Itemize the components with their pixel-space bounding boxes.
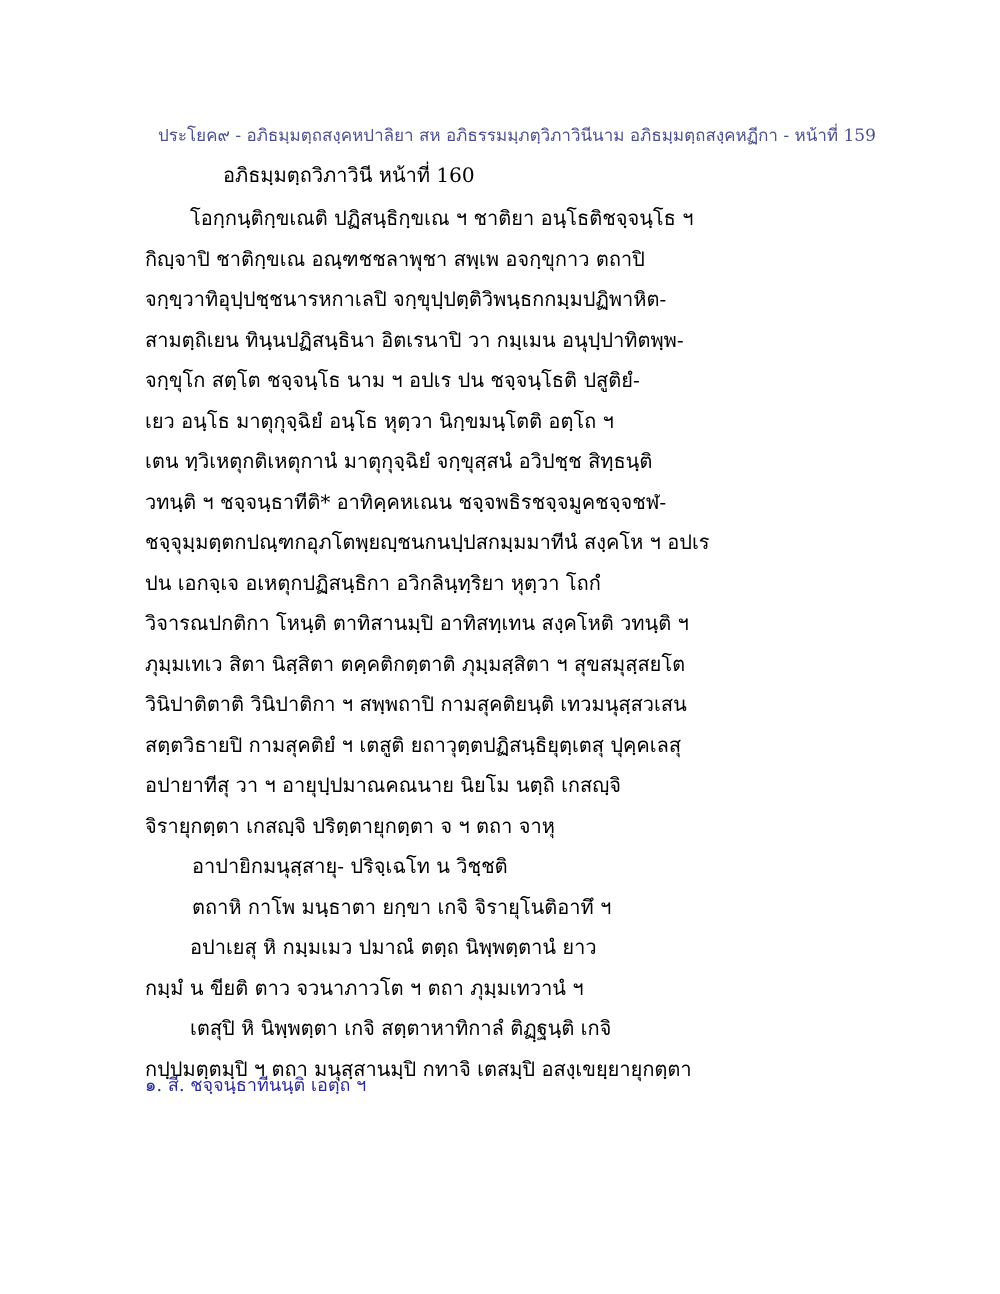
verse-line: ตถาหิ กาโพ มนฺธาตา ยกฺขา เกจิ จิรายุโนติอาทึ ฯ (192, 894, 612, 919)
text-line: เยว อนฺโธ มาตุกุจฺฉิยํ อนฺโธ หุตฺวา นิกฺขมนฺโตติ อตฺโถ ฯ (145, 408, 614, 433)
text-line: เตน ทฺวิเหตุกติเหตุกานํ มาตุกุจฺฉิยํ จกฺขุสฺสนํ อวิปชฺช สิทฺธนฺติ (145, 449, 653, 473)
text-line: วิจารณปกติกา โหนฺติ ตาทิสานมฺปิ อาทิสทฺเทน สงฺคโหติ วทนฺติ ฯ (145, 611, 689, 635)
verse-line: อาปายิกมนุสฺสายุ- ปริจฺเฉโท น วิชฺชติ (192, 854, 508, 878)
text-line: ปน เอกจฺเจ อเหตุกปฏิสนฺธิกา อวิกลินฺทฺริยา หุตฺวา โถกํ (145, 570, 601, 595)
text-line: สามตฺถิเยน ทินฺนปฏิสนฺธินา อิตเรนาปิ วา กมฺเมน อนุปฺปาทิตพฺพ- (145, 327, 684, 352)
footnote: ๑. สี. ชจฺจนฺธาทีนนฺติ เอตฺถ ฯ (145, 1075, 367, 1096)
text-line: โอกฺกนฺติกฺขเณติ ปฏิสนฺธิกฺขเณ ฯ ชาติยา อนฺโธติชจฺจนฺโธ ฯ (190, 206, 694, 230)
text-line: จกฺขฺวาทิอุปฺปชฺชนารหกาเลปิ จกฺขุปฺปตฺติวิพนฺธกกมฺมปฏิพาหิต- (145, 287, 667, 311)
text-line: จิรายุกตฺตา เกสญฺจิ ปริตฺตายุกตฺตา จ ฯ ตถา จาหุ (145, 813, 555, 838)
text-line: ภุมฺมเทเว สิตา นิสฺสิตา ตคฺคติกตฺตาติ ภุมฺมสฺสิตา ฯ สุขสมุสฺสยโต (145, 651, 686, 676)
body-text (145, 198, 845, 1089)
text-line: จกฺขุโก สตฺโต ชจฺจนฺโธ นาม ฯ อปเร ปน ชจฺจนฺโธติ ปสูติยํ- (145, 368, 640, 392)
page-subtitle: อภิธมฺมตฺถวิภาวินี หน้าที่ 160 (223, 163, 475, 187)
text-line: วทนฺติ ฯ ชจฺจนฺธาทีติ* อาทิคฺคหเณน ชจฺจพธิรชจฺจมูคชจฺจชฬ- (145, 489, 667, 514)
text-line: กมฺมํ น ขียติ ตาว จวนาภาวโต ฯ ตถา ภุมฺมเทวานํ ฯ (145, 975, 584, 1000)
running-header: ประโยค๙ - อภิธมฺมตฺถสงฺคหปาลิยา สห อภิธรรมมฺภตฺวิภาวินีนาม อภิธมฺมตฺถสงฺคหฏีกา - หน้าที่ 159 (158, 126, 876, 146)
text-line: กปฺปมตฺตมฺปิ ฯ ตถา มนุสฺสานมฺปิ กทาจิ เตสมฺปิ อสงฺเขยฺยายุกตฺตา (145, 1056, 692, 1081)
text-line: อปายาทีสุ วา ฯ อายุปฺปมาณคณนาย นิยโม นตฺถิ เกสญฺจิ (145, 773, 621, 797)
text-line: กิญฺจาปิ ชาติกฺขเณ อณฺฑชชลาพุชา สพฺเพ อจกฺขุกาว ตถาปิ (145, 246, 645, 271)
text-line: อปาเยสุ หิ กมฺมเมว ปมาณํ ตตฺถ นิพฺพตฺตานํ ยาว (190, 935, 597, 959)
text-line: ชจฺจุมฺมตฺตกปณฺฑกอุภโตพฺยญฺชนกนปฺปสกมฺมมาทีนํ สงฺคโห ฯ อปเร (145, 530, 710, 554)
text-line: วินิปาติตาติ วินิปาติกา ฯ สพฺพถาปิ กามสุคติยนฺติ เทวมนุสฺสวเสน (145, 692, 687, 716)
text-line: สตฺตวิธายปิ กามสุคติยํ ฯ เตสูติ ยถาวุตฺตปฏิสนฺธิยุตฺเตสุ ปุคฺคเลสุ (145, 732, 682, 757)
text-line: เตสุปิ หิ นิพฺพตฺตา เกจิ สตฺตาหาทิกาลํ ติฏฺฐนฺติ เกจิ (190, 1016, 612, 1040)
